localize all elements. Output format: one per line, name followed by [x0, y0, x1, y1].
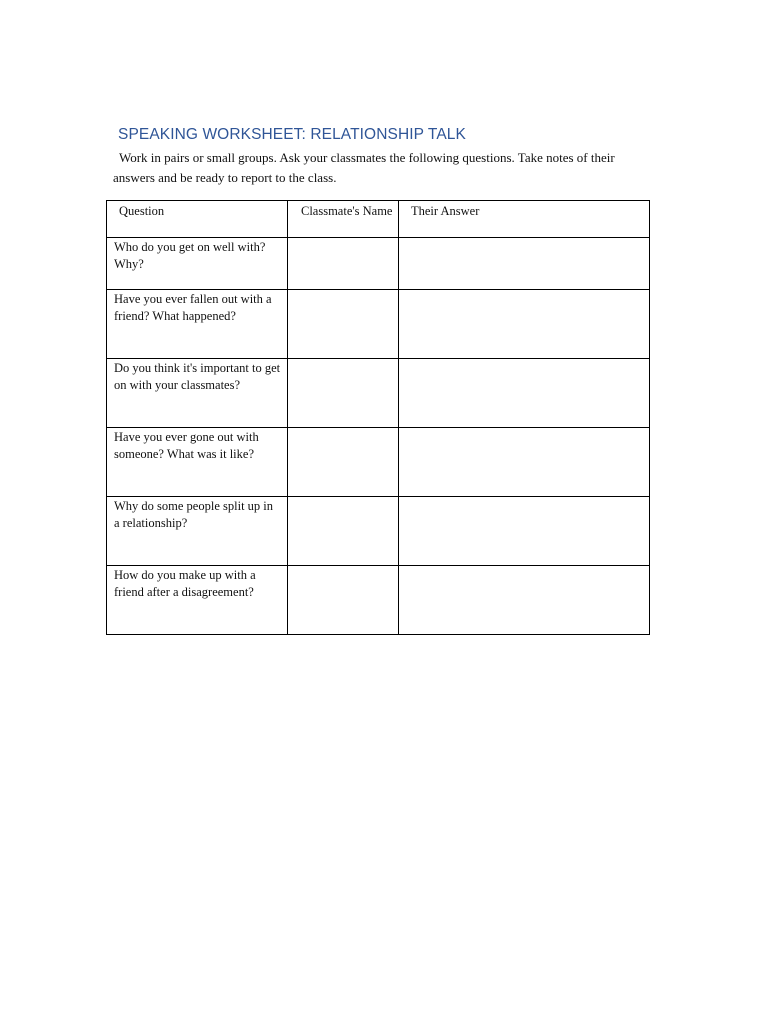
- questions-table: [106, 200, 650, 635]
- table-header-row: [107, 201, 650, 238]
- answer-cell[interactable]: [399, 566, 650, 635]
- classmate-name-cell[interactable]: [288, 428, 399, 497]
- answer-cell[interactable]: [399, 238, 650, 290]
- question-cell: Have you ever fallen out with a friend? What happened?: [107, 290, 288, 359]
- classmate-name-cell[interactable]: [288, 566, 399, 635]
- question-cell: Who do you get on well with? Why?: [107, 238, 288, 290]
- table-row: [107, 359, 650, 428]
- table-row: [107, 566, 650, 635]
- table-row: [107, 428, 650, 497]
- worksheet-instructions: Work in pairs or small groups. Ask your classmates the following questions. Take notes of their answers and be ready to report to the class.: [113, 150, 615, 185]
- header-question: Question: [107, 201, 288, 238]
- classmate-name-cell[interactable]: [288, 290, 399, 359]
- answer-cell[interactable]: [399, 428, 650, 497]
- classmate-name-cell[interactable]: [288, 497, 399, 566]
- header-their-answer: Their Answer: [399, 201, 650, 238]
- question-cell: Have you ever gone out with someone? What was it like?: [107, 428, 288, 497]
- answer-cell[interactable]: [399, 359, 650, 428]
- question-cell: Why do some people split up in a relationship?: [107, 497, 288, 566]
- answer-cell[interactable]: [399, 497, 650, 566]
- answer-cell[interactable]: [399, 290, 650, 359]
- classmate-name-cell[interactable]: [288, 238, 399, 290]
- worksheet-title: SPEAKING WORKSHEET: RELATIONSHIP TALK: [118, 126, 466, 143]
- table-row: [107, 238, 650, 290]
- header-classmate-name: Classmate's Name: [288, 201, 399, 238]
- classmate-name-cell[interactable]: [288, 359, 399, 428]
- question-cell: How do you make up with a friend after a disagreement?: [107, 566, 288, 635]
- table-row: [107, 290, 650, 359]
- table-row: [107, 497, 650, 566]
- question-cell: Do you think it's important to get on with your classmates?: [107, 359, 288, 428]
